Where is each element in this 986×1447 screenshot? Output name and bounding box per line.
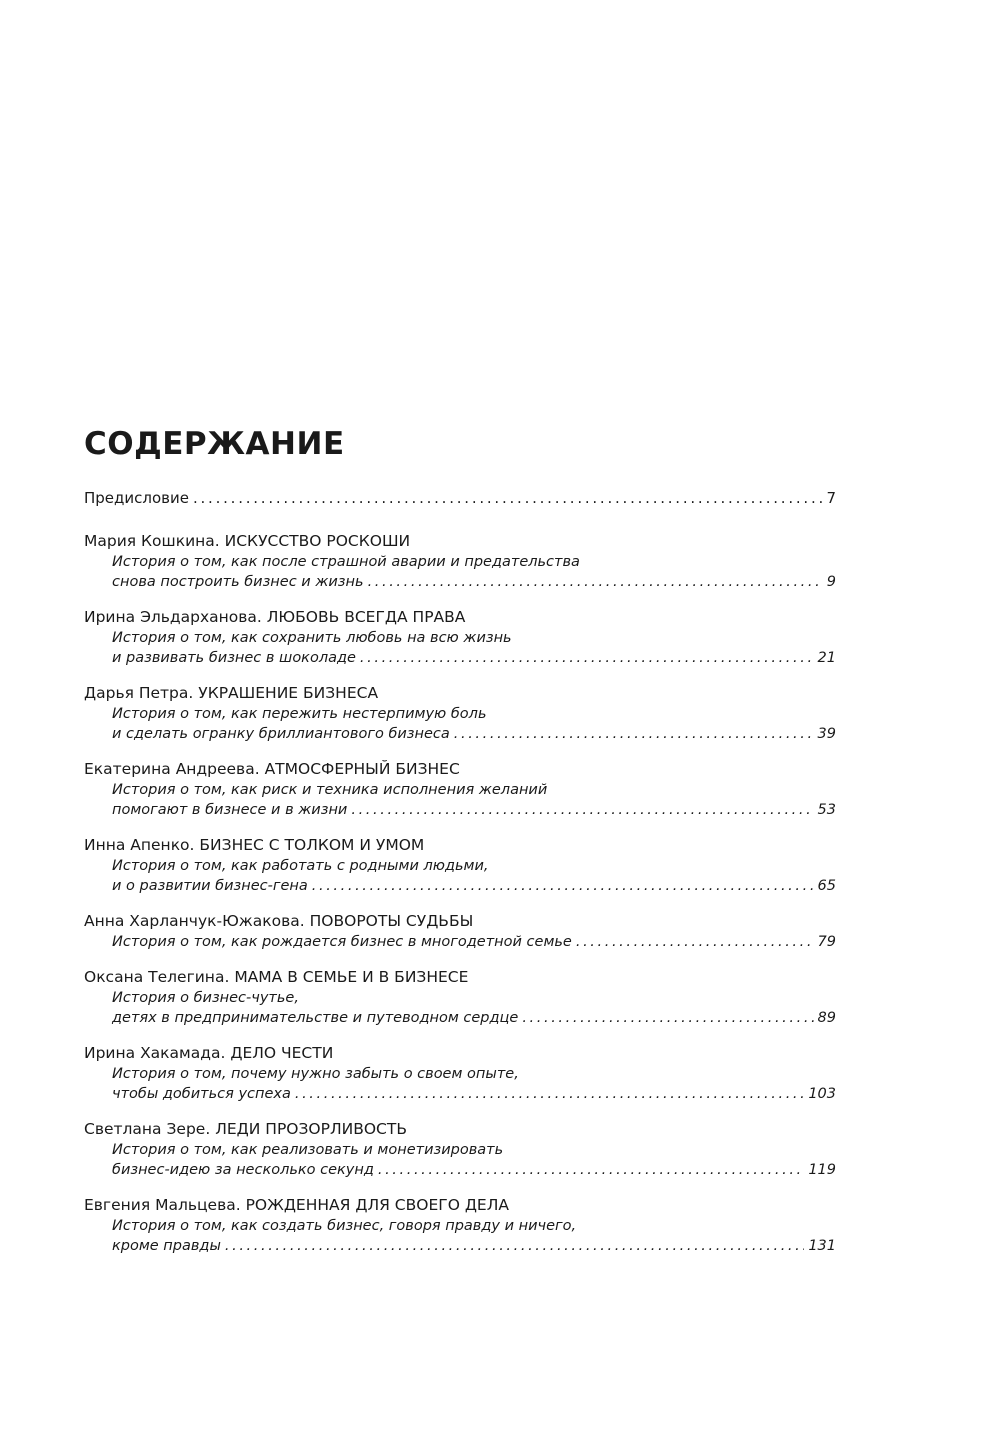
entry-description: [84, 628, 836, 668]
entry-description: [84, 704, 836, 744]
page-number: 53: [817, 802, 836, 818]
dot-leader: [312, 876, 814, 896]
description-line: и о развитии бизнес-гена: [112, 878, 308, 894]
page-number: 79: [817, 934, 836, 950]
entry-author: Оксана Телегина.: [84, 968, 230, 986]
page-number: 119: [808, 1162, 836, 1178]
entry-heading: [84, 834, 836, 856]
description-line: и сделать огранку бриллиантового бизнеса: [112, 726, 450, 742]
entry-title: МАМА В СЕМЬЕ И В БИЗНЕСЕ: [234, 968, 469, 986]
description-line: История о бизнес-чутье,: [112, 990, 299, 1006]
description-line: История о том, как риск и техника исполнения желаний: [112, 782, 548, 798]
description-last-line: [112, 1236, 836, 1256]
description-line: История о том, как создать бизнес, говоря правду и ничего,: [112, 1218, 577, 1234]
dot-leader: [576, 932, 814, 952]
entry-heading: [84, 682, 836, 704]
entry-heading: [84, 1042, 836, 1064]
description-last-line: [112, 724, 836, 744]
entry-title: ПОВОРОТЫ СУДЬБЫ: [309, 912, 474, 930]
dot-leader: [193, 488, 822, 508]
description-last-line: [112, 1008, 836, 1028]
dot-leader: [295, 1084, 804, 1104]
toc-entry: [84, 1118, 836, 1194]
description-line: История о том, как реализовать и монетизировать: [112, 1142, 504, 1158]
entry-title: АТМОСФЕРНЫЙ БИЗНЕС: [264, 760, 460, 778]
entry-description: [84, 1140, 836, 1180]
table-of-contents: [84, 422, 836, 1270]
entry-title: БИЗНЕС С ТОЛКОМ И УМОМ: [199, 836, 425, 854]
toc-entry: [84, 910, 836, 966]
entry-description: [84, 1216, 836, 1256]
page-number: 103: [808, 1086, 836, 1102]
entry-title: ЛЕДИ ПРОЗОРЛИВОСТЬ: [215, 1120, 407, 1138]
page-number: 65: [817, 878, 836, 894]
dot-leader: [360, 648, 814, 668]
entry-heading: [84, 758, 836, 780]
entry-description: [84, 780, 836, 820]
description-line: помогают в бизнесе и в жизни: [112, 802, 348, 818]
entry-description: [84, 1064, 836, 1104]
description-line: История о том, как после страшной аварии и предательства: [112, 554, 580, 570]
entry-author: Светлана Зере.: [84, 1120, 211, 1138]
entry-author: Мария Кошкина.: [84, 532, 220, 550]
entry-description: [84, 932, 836, 952]
description-last-line: [112, 876, 836, 896]
description-line: чтобы добиться успеха: [112, 1086, 291, 1102]
description-line: бизнес-идею за несколько секунд: [112, 1162, 374, 1178]
entry-author: Ирина Хакамада.: [84, 1044, 226, 1062]
description-line: и развивать бизнес в шоколаде: [112, 650, 356, 666]
page-number: 131: [808, 1238, 836, 1254]
description-last-line: [112, 1160, 836, 1180]
toc-entry: [84, 1042, 836, 1118]
toc-entry: [84, 966, 836, 1042]
entry-title: ДЕЛО ЧЕСТИ: [230, 1044, 334, 1062]
entry-heading: [84, 606, 836, 628]
entry-author: Екатерина Андреева.: [84, 760, 260, 778]
toc-entry: [84, 834, 836, 910]
toc-entry: [84, 758, 836, 834]
entry-heading: [84, 966, 836, 988]
toc-entries: [84, 530, 836, 1270]
dot-leader: [378, 1160, 804, 1180]
page-number: 7: [826, 489, 836, 507]
entry-heading: [84, 1194, 836, 1216]
entry-description: [84, 856, 836, 896]
description-last-line: [112, 648, 836, 668]
entry-heading: [84, 910, 836, 932]
description-line: кроме правды: [112, 1238, 221, 1254]
description-line: История о том, как сохранить любовь на всю жизнь: [112, 630, 512, 646]
entry-title: ИСКУССТВО РОСКОШИ: [224, 532, 411, 550]
entry-title: РОЖДЕННАЯ ДЛЯ СВОЕГО ДЕЛА: [245, 1196, 509, 1214]
description-line: История о том, как работать с родными людьми,: [112, 858, 489, 874]
toc-entry: [84, 682, 836, 758]
description-line: История о том, как пережить нестерпимую боль: [112, 706, 487, 722]
page-number: 89: [817, 1010, 836, 1026]
entry-author: Инна Апенко.: [84, 836, 195, 854]
entry-author: Дарья Петра.: [84, 684, 194, 702]
dot-leader: [522, 1008, 813, 1028]
dot-leader: [368, 572, 823, 592]
entry-heading: [84, 1118, 836, 1140]
description-line: История о том, как рождается бизнес в многодетной семье: [112, 934, 572, 950]
description-line: детях в предпринимательстве и путеводном сердце: [112, 1010, 519, 1026]
entry-author: Ирина Эльдарханова.: [84, 608, 262, 626]
description-line: снова построить бизнес и жизнь: [112, 574, 364, 590]
preface-label: Предисловие: [84, 489, 189, 507]
page-number: 39: [817, 726, 836, 742]
toc-entry: [84, 606, 836, 682]
entry-title: ЛЮБОВЬ ВСЕГДА ПРАВА: [266, 608, 466, 626]
entry-description: [84, 988, 836, 1028]
dot-leader: [454, 724, 814, 744]
toc-entry: [84, 1194, 836, 1270]
entry-title: УКРАШЕНИЕ БИЗНЕСА: [198, 684, 379, 702]
dot-leader: [225, 1236, 804, 1256]
toc-entry: [84, 530, 836, 606]
description-last-line: [112, 932, 836, 952]
description-last-line: [112, 800, 836, 820]
entry-author: Евгения Мальцева.: [84, 1196, 241, 1214]
page-title: СОДЕРЖАНИЕ: [84, 426, 345, 462]
entry-author: Анна Харланчук-Южакова.: [84, 912, 305, 930]
page-number: 21: [817, 650, 836, 666]
toc-entry-preface: [84, 488, 836, 508]
description-line: История о том, почему нужно забыть о своем опыте,: [112, 1066, 519, 1082]
entry-description: [84, 552, 836, 592]
dot-leader: [351, 800, 813, 820]
entry-heading: [84, 530, 836, 552]
page-number: 9: [826, 574, 836, 590]
description-last-line: [112, 572, 836, 592]
description-last-line: [112, 1084, 836, 1104]
